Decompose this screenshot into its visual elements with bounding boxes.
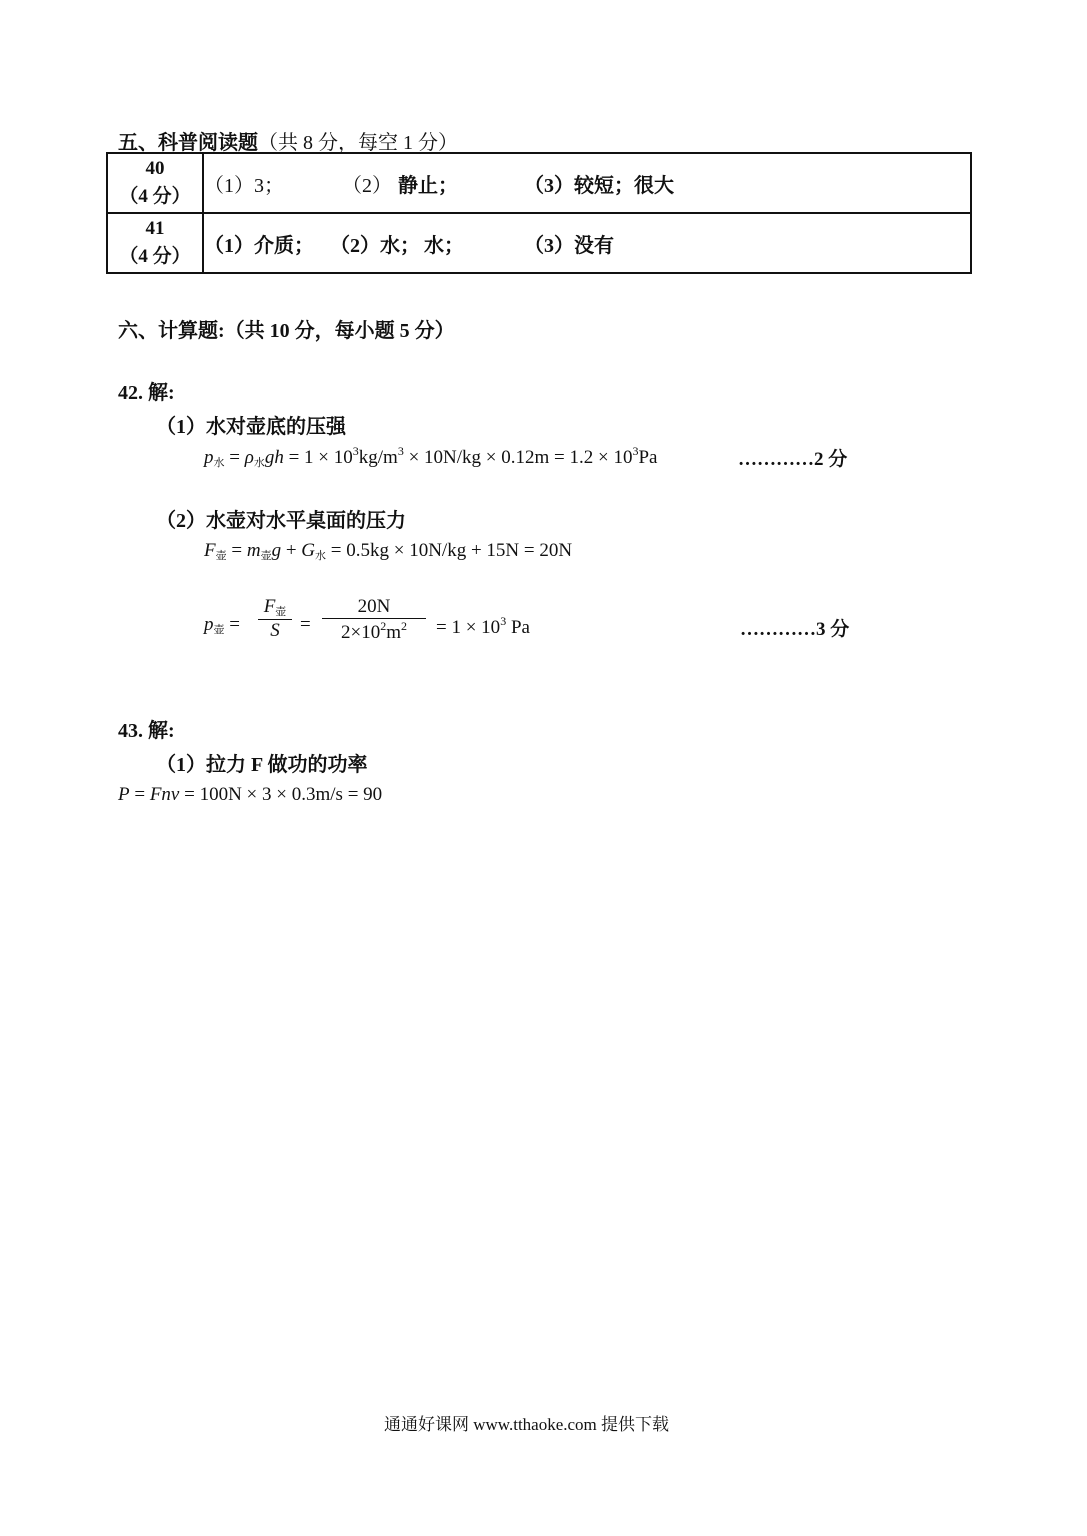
q42-part1-title: （1）水对壶底的压强 (156, 416, 346, 438)
answer-item: 静止； (398, 174, 458, 197)
section5-heading (118, 126, 458, 155)
fraction-denominator: $2\times 10^2m^2$ (341, 619, 407, 643)
page-footer: 通通好课网 www.tthaoke.com 提供下载 (384, 1415, 670, 1434)
subscript: 壶 (213, 624, 225, 636)
q43-label: 43. 解: (118, 720, 175, 742)
q42-part2-title: （2）水壶对水平桌面的压力 (156, 510, 406, 532)
symbol-G: G (301, 540, 316, 561)
q42-part3-lhs: $p_壶$ = (204, 614, 240, 636)
q42-part3-result (436, 614, 530, 639)
answer-item: （3）没有 (524, 234, 614, 257)
superscript: 3 (352, 444, 359, 458)
formula-text: × 10N/kg × 0.12m = 1.2 × 10 (403, 447, 633, 468)
q42-part1-formula: $p_水 = \rho_水gh = 1 \times 10^3kg/m^3 \times 10N/kg \times 0.12m = 1.2 \times 10^3Pa$ (204, 444, 658, 469)
symbol-rho: ρ (244, 447, 254, 468)
answer-item: 水； (424, 234, 464, 257)
answer-item: （2）水； (330, 234, 420, 257)
question-number: 40 (145, 158, 165, 179)
formula-text: Pa (638, 447, 658, 468)
answer-item: （3）较短；很大 (524, 174, 674, 197)
formula-text: = 1 × 10 (283, 447, 353, 468)
q42-part2-formula: $F_壶 = m_壶g + G_水 = 0.5kg \times 10N/kg + 15N = 20N$ (204, 540, 573, 562)
formula-text: = 0.5kg × 10N/kg + 15N = 20N (326, 540, 573, 561)
superscript: 3 (500, 614, 507, 628)
table-row (107, 213, 971, 273)
subscript: 水 (213, 457, 225, 469)
formula-text: Pa (506, 617, 530, 638)
q43-formula: P = Fnv = 100N × 3 × 0.3m/s = 90 (118, 784, 383, 805)
answer-table (106, 152, 972, 274)
section6-heading (118, 314, 455, 343)
q42-part1-score: …………2 分 (738, 449, 848, 470)
subscript: 壶 (215, 550, 227, 562)
symbol-g: g (271, 540, 282, 561)
section6-note: （共 10 分，每小题 5 分） (224, 320, 455, 342)
answer-item: （1）介质； (204, 234, 314, 257)
fraction-numerator: 20N (357, 596, 391, 617)
symbol-F: F (204, 540, 216, 561)
symbol-m: m (246, 540, 261, 561)
subscript: 壶 (260, 550, 272, 562)
fraction-F-over-S (258, 596, 292, 642)
q43-part1-title: （1）拉力 F 做功的功率 (156, 754, 368, 776)
q42-part3-score: …………3 分 (740, 619, 850, 640)
section6-title: 六、计算题: (118, 320, 225, 342)
equals-sign: = (300, 614, 311, 635)
superscript: 3 (632, 444, 639, 458)
question-number-cell (107, 213, 203, 273)
question-number-cell (107, 153, 203, 213)
symbol-P: P (118, 784, 130, 805)
answer-item: （1）3； (204, 174, 284, 197)
symbol-p: p (204, 447, 214, 468)
section5-title: 五、科普阅读题 (118, 132, 258, 154)
fraction-denominator: S (270, 620, 280, 641)
question-score: （4 分） (119, 246, 191, 267)
fraction-20N (322, 596, 426, 644)
section5-note: （共 8 分，每空 1 分） (258, 132, 458, 154)
fraction-numerator: $F_壶$ (263, 596, 287, 618)
formula-text: = 100N × 3 × 0.3m/s = 90 (179, 784, 383, 805)
question-score: （4 分） (119, 186, 191, 207)
symbol-p: p (204, 614, 214, 635)
answer-item: （2） (342, 174, 392, 197)
table-row (107, 153, 971, 213)
answer-cell (203, 153, 971, 213)
subscript: 水 (253, 457, 265, 469)
answer-cell (203, 213, 971, 273)
symbol-Fnv: Fnv (149, 784, 180, 805)
q42-label: 42. 解: (118, 382, 175, 404)
question-number: 41 (145, 218, 165, 239)
formula-text: kg/m (358, 447, 398, 468)
formula-text: = 1 × 10 (436, 617, 501, 638)
superscript: 3 (397, 444, 404, 458)
subscript: 水 (315, 550, 327, 562)
symbol-gh: gh (264, 447, 284, 468)
